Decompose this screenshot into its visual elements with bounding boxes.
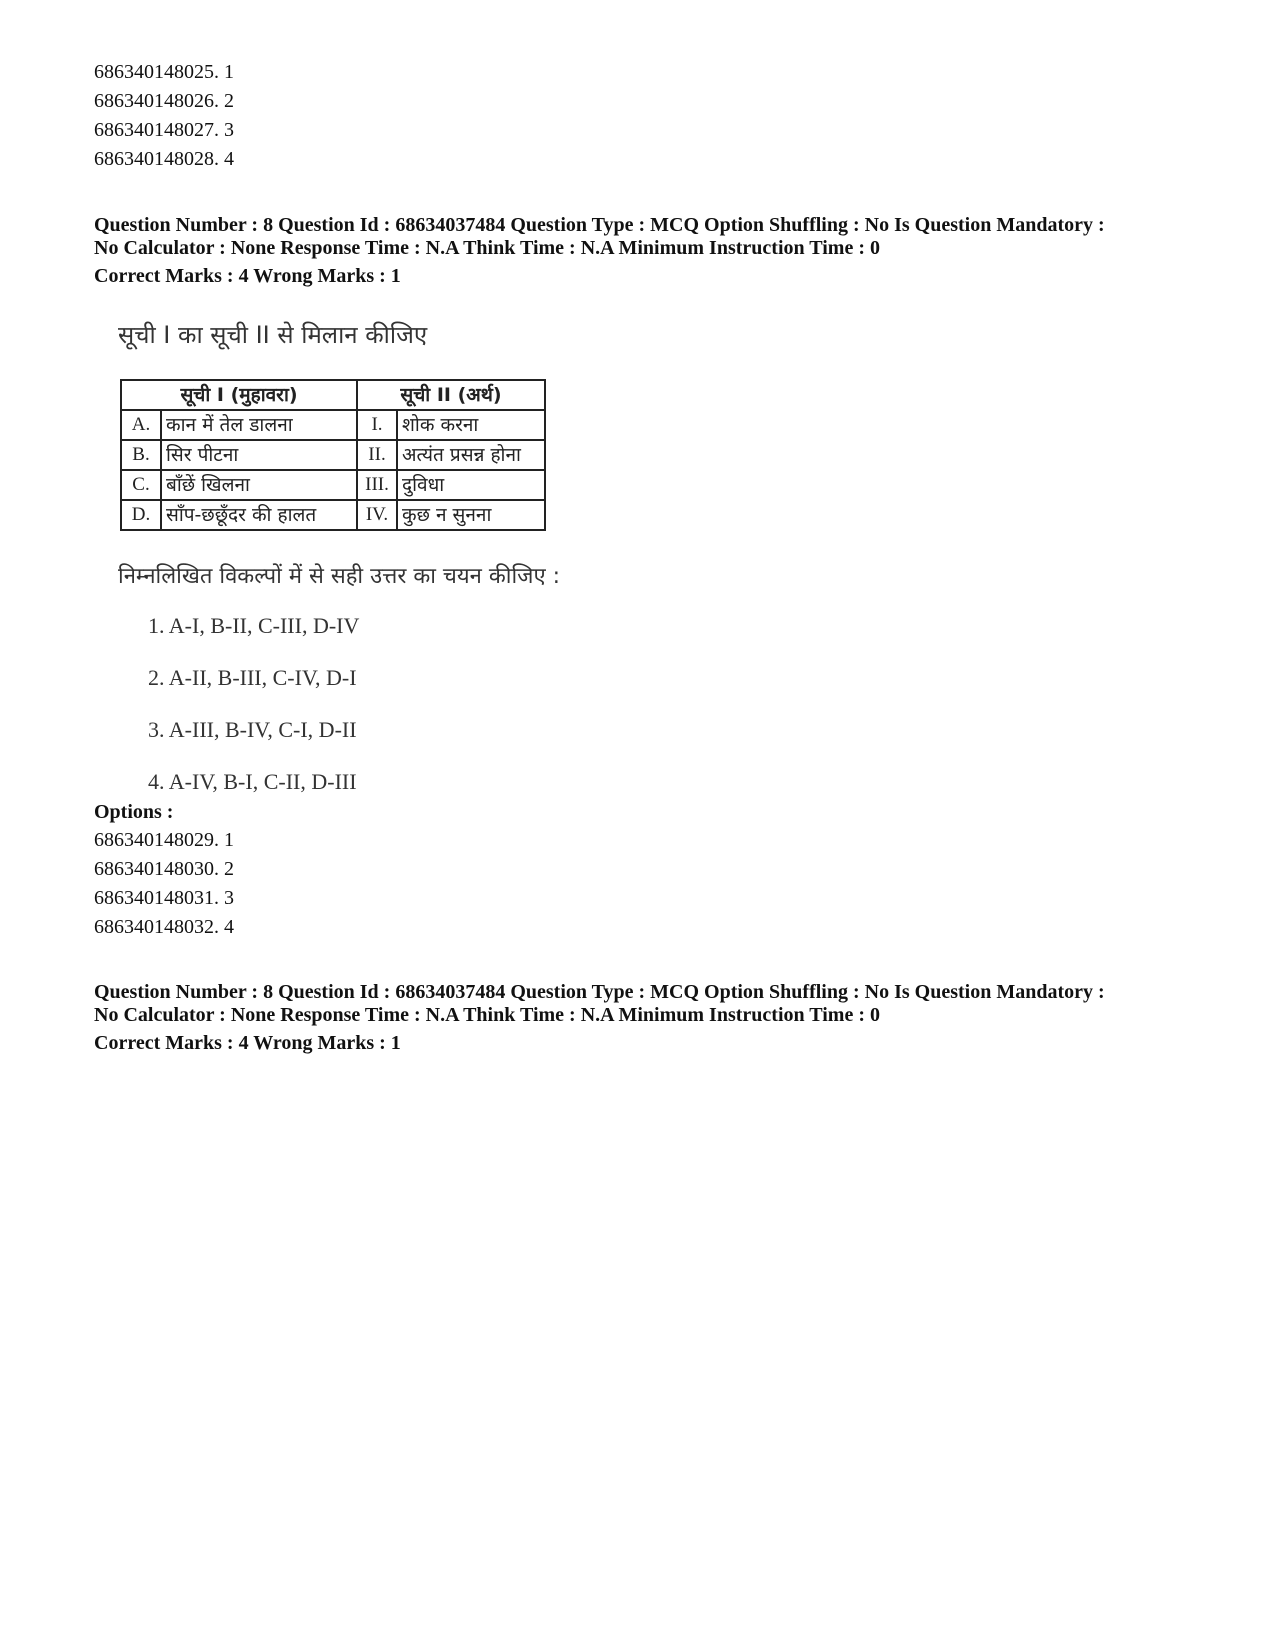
table-header-row [121, 380, 545, 410]
question-title: सूची I का सूची II से मिलान कीजिए [118, 321, 428, 349]
match-table [120, 379, 546, 531]
question-header-line1: Question Number : 8 Question Id : 68634037484 Question Type : MCQ Option Shuffling : No Is Question Mandatory : [94, 214, 1105, 236]
list1-value: सिर पीटना [161, 440, 357, 470]
list1-header: सूची I (मुहावरा) [121, 380, 357, 410]
list2-value: अत्यंत प्रसन्न होना [397, 440, 545, 470]
question-marks: Correct Marks : 4 Wrong Marks : 1 [94, 1032, 401, 1054]
table-row [121, 470, 545, 500]
prev-option-4: 686340148028. 4 [94, 148, 234, 170]
option-4: 686340148032. 4 [94, 916, 234, 938]
list2-key: IV. [357, 500, 397, 530]
prev-option-1: 686340148025. 1 [94, 61, 234, 83]
table-row [121, 440, 545, 470]
table-row [121, 410, 545, 440]
list2-value: दुविधा [397, 470, 545, 500]
list2-key: I. [357, 410, 397, 440]
list1-key: A. [121, 410, 161, 440]
answer-choice-3: 3. A-III, B-IV, C-I, D-II [148, 717, 357, 742]
option-1: 686340148029. 1 [94, 829, 234, 851]
list1-key: B. [121, 440, 161, 470]
list1-key: C. [121, 470, 161, 500]
table-row [121, 500, 545, 530]
options-label: Options : [94, 801, 174, 823]
prev-option-3: 686340148027. 3 [94, 119, 234, 141]
list1-value: साँप-छछूँदर की हालत [161, 500, 357, 530]
question-header-line2: No Calculator : None Response Time : N.A Think Time : N.A Minimum Instruction Time : 0 [94, 1004, 880, 1026]
list2-value: शोक करना [397, 410, 545, 440]
list2-key: III. [357, 470, 397, 500]
option-3: 686340148031. 3 [94, 887, 234, 909]
question-header-line1: Question Number : 8 Question Id : 68634037484 Question Type : MCQ Option Shuffling : No Is Question Mandatory : [94, 981, 1105, 1003]
answer-choice-4: 4. A-IV, B-I, C-II, D-III [148, 769, 357, 794]
list2-key: II. [357, 440, 397, 470]
answer-choice-2: 2. A-II, B-III, C-IV, D-I [148, 665, 357, 690]
option-2: 686340148030. 2 [94, 858, 234, 880]
list1-value: कान में तेल डालना [161, 410, 357, 440]
answer-choice-1: 1. A-I, B-II, C-III, D-IV [148, 613, 360, 638]
question-marks: Correct Marks : 4 Wrong Marks : 1 [94, 265, 401, 287]
list2-value: कुछ न सुनना [397, 500, 545, 530]
list1-key: D. [121, 500, 161, 530]
prev-option-2: 686340148026. 2 [94, 90, 234, 112]
list1-value: बाँछें खिलना [161, 470, 357, 500]
question-instruction: निम्नलिखित विकल्पों में से सही उत्तर का चयन कीजिए : [118, 564, 561, 589]
question-header-line2: No Calculator : None Response Time : N.A Think Time : N.A Minimum Instruction Time : 0 [94, 237, 880, 259]
list2-header: सूची II (अर्थ) [357, 380, 545, 410]
